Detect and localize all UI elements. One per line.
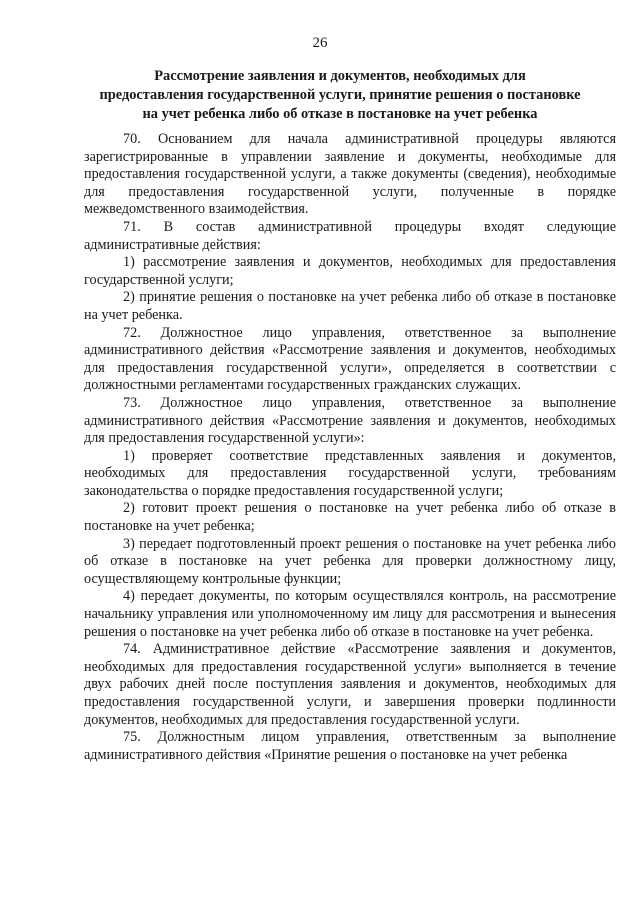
list-item-71-1: 1) рассмотрение заявления и документов, необходимых для предоставления государственной услуги; <box>84 254 616 288</box>
page-number: 26 <box>312 35 328 51</box>
paragraph-75: 75. Должностным лицом управления, ответственным за выполнение административного действия «Принятие решения о постановке на учет ребенка <box>84 729 616 763</box>
paragraph-72: 72. Должностное лицо управления, ответственное за выполнение административного действия «Рассмотрение заявления и документов, необходимых для предоставления государственной услуги», определяется в соответствии с должностными регламентами государственных гражданских служащих. <box>84 324 616 394</box>
paragraph-74: 74. Административное действие «Рассмотрение заявления и документов, необходимых для предоставления государственной услуги» выполняется в течение двух рабочих дней после поступления заявления и документов, необходимых для предоставления государственной услуги, и завершения проверки подлинности документов, необходимых для предоставления государственной услуги. <box>84 641 616 728</box>
list-item-71-2: 2) принятие решения о постановке на учет ребенка либо об отказе в постановке на учет ребенка. <box>84 289 616 323</box>
paragraph-73: 73. Должностное лицо управления, ответственное за выполнение административного действия «Рассмотрение заявления и документов, необходимых для предоставления государственной услуги»: <box>84 394 616 447</box>
heading-line: на учет ребенка либо об отказе в постановке на учет ребенка <box>142 106 538 122</box>
paragraph-70: 70. Основанием для начала административной процедуры являются зарегистрированные в управлении заявление и документы, необходимые для предоставления государственной услуги, а также документы (сведения), необходимые для предоставления государственной услуги, полученные в порядке межведомственного взаимодействия. <box>84 131 616 218</box>
section-heading <box>80 67 600 124</box>
list-item-73-2: 2) готовит проект решения о постановке на учет ребенка либо об отказе в постановке на учет ребенка; <box>84 500 616 535</box>
list-item-73-1: 1) проверяет соответствие представленных заявления и документов, необходимых для предоставления государственной услуги, требованиям законодательства о порядке предоставления государственной услуги; <box>84 447 616 499</box>
heading-line: предоставления государственной услуги, принятие решения о постановке <box>99 87 581 103</box>
list-item-73-4: 4) передает документы, по которым осуществлялся контроль, на рассмотрение начальнику управления или уполномоченному им лицу для рассмотрения и вынесения решения о постановке на учет ребенка либо об отказе в постановке на учет ребенка. <box>84 588 616 640</box>
paragraph-71: 71. В состав административной процедуры входят следующие административные действия: <box>84 218 616 253</box>
list-item-73-3: 3) передает подготовленный проект решения о постановке на учет ребенка либо об отказе в постановке на учет ребенка для проверки должностному лицу, осуществляющему контрольные функции; <box>84 535 616 587</box>
body-text <box>84 131 616 764</box>
heading-line: Рассмотрение заявления и документов, необходимых для <box>154 68 526 84</box>
